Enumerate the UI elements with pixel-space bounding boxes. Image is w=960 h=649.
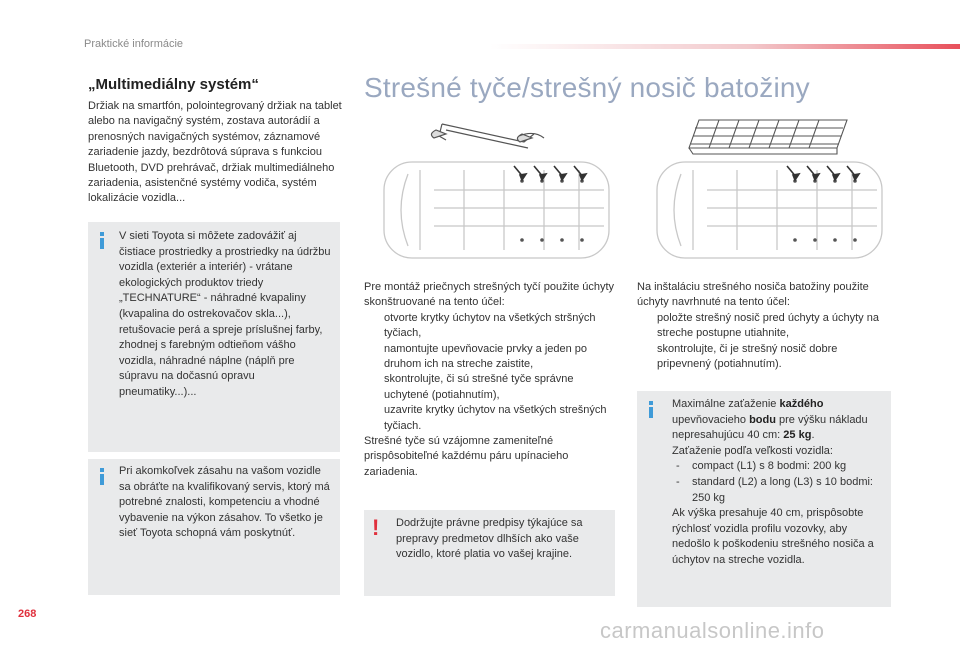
page-title: Strešné tyče/strešný nosič batožiny bbox=[364, 72, 810, 103]
roof-rack-illustration bbox=[637, 112, 897, 262]
list-item: uzavrite krytky úchytov na všetkých strešných tyčiach. bbox=[384, 404, 607, 432]
watermark: carmanualsonline.info bbox=[600, 618, 825, 643]
info-box-service bbox=[88, 459, 340, 595]
list-item: otvorte krytky úchytov na všetkých stršných tyčiach, bbox=[384, 311, 596, 340]
roof-bars-intro: Pre montáž priečnych strešných tyčí použite úchyty skonštruované na tento účel: bbox=[364, 281, 615, 309]
roof-bars-illustration bbox=[364, 112, 624, 262]
warning-icon: ! bbox=[372, 515, 380, 540]
warning-box bbox=[364, 510, 615, 596]
list-item: skontrolujte, či je strešný nosič dobre pripevnený (potiahnutím). bbox=[657, 342, 838, 371]
info-icon bbox=[100, 468, 104, 485]
info-icon bbox=[100, 232, 104, 249]
list-item: - compact (L1) s 8 bodmi: 200 kg bbox=[676, 460, 847, 473]
info-service-text: Pri akomkoľvek zásahu na vašom vozidle sa obráťte na kvalifikovaný servis, ktorý má potrebné znalosti, kompetenciu a vhodné vybavenie na výkon zásahov. To všetko je sieť Toyota schopná vám poskytnúť. bbox=[119, 465, 330, 540]
list-item: položte strešný nosič pred úchyty a úchyty na streche postupne utiahnite, bbox=[657, 311, 879, 340]
header-accent-bar bbox=[490, 44, 960, 49]
roof-bars-outro: Strešné tyče sú vzájomne zameniteľné prispôsobiteľné každému páru upínacieho zariadenia. bbox=[364, 435, 569, 478]
roof-rack-intro: Na inštaláciu strešného nosiča batožiny použite úchyty navrhnuté na tento účel: bbox=[637, 281, 869, 309]
roof-rack-instructions bbox=[637, 280, 892, 372]
info-cleaning-text: V sieti Toyota si môžete zadovážiť aj čistiace prostriedky a prostriedky na údržbu vozidla (exteriér a interiér) - vrátane ekologických produktov triedy „TECHNATURE“ - náhradné kvapaliny (kvapalina do ostrekovačov skla...), retušovacie perá a spreje príslušnej farby, zhodnej s farebným odtieňom vášho vozidla, náhradné náplne (náplň pre súpravu na dočasnú opravu pneumatiky...)... bbox=[119, 230, 331, 398]
warning-text: Dodržujte právne predpisy týkajúce sa prepravy predmetov dlhších ako vaše vozidlo, ktoré platia vo vašej krajine. bbox=[396, 517, 583, 561]
info-load-text: Maximálne zaťaženie každého upevňovacieho bodu pre výšku nákladu nepresahujúcu 40 cm: 25 kg. Zaťaženie podľa veľkosti vozidla: - compact (L1) s 8 bodmi: 200 kg - standard (L2) a long (L3) s 10 bodmi: 250 kg Ak výška presahuje 40 cm, prispôsobte rýchlosť vozidla profilu vozovky, aby nedošlo k poškodeniu strešného nosiča a úchytov na streche vozidla. bbox=[672, 397, 886, 569]
multimedia-paragraph: Držiak na smartfón, polointegrovaný držiak na tablet alebo na navigačný systém, zostava autorádií a prenosných navigačných systémov, záznamové zariadenie jazdy, bezdrôtová súprava s funkciou Bluetooth, DVD prehrávač, držiak multimediálneho zariadenia, asistenčné systémy vodiča, systém lokalizácie vozidla... bbox=[88, 100, 342, 205]
info-box-load bbox=[637, 391, 891, 607]
roof-bars-instructions bbox=[364, 280, 619, 480]
multimedia-heading: „Multimediálny systém“ bbox=[88, 76, 259, 93]
list-item: skontrolujte, či sú strešné tyče správne uchytené (potiahnutím), bbox=[384, 373, 574, 401]
section-header: Praktické informácie bbox=[84, 38, 184, 50]
list-item: namontujte upevňovacie prvky a jeden po druhom ich na streche zaistite, bbox=[384, 342, 588, 371]
list-item: - standard (L2) a long (L3) s 10 bodmi: 250 kg bbox=[676, 475, 873, 504]
info-icon bbox=[649, 401, 653, 418]
info-box-cleaning bbox=[88, 222, 340, 452]
page-number: 268 bbox=[18, 608, 37, 620]
